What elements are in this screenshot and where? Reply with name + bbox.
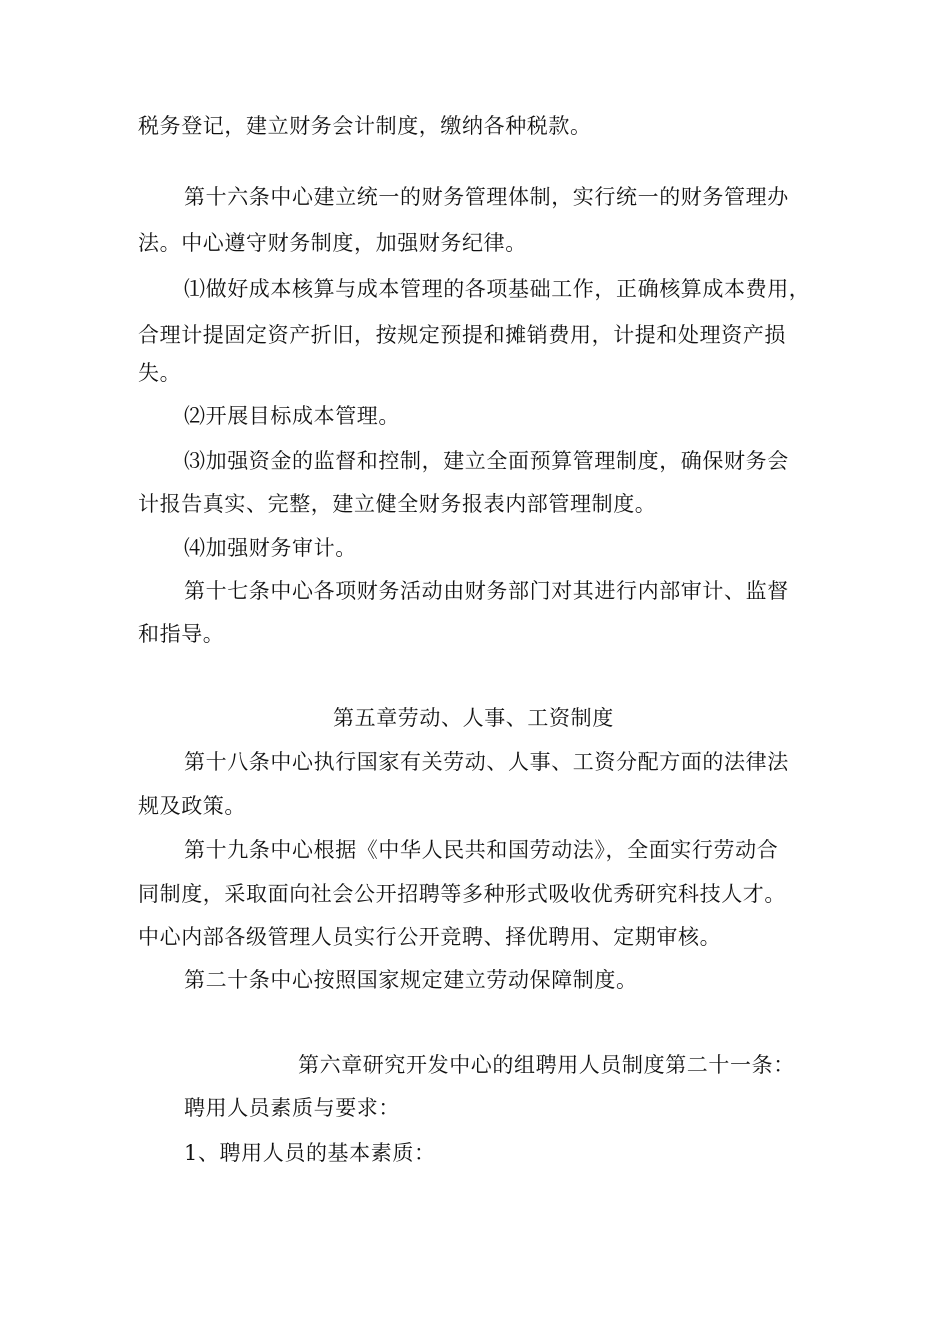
text-line: 中心内部各级管理人员实行公开竞聘、择优聘用、定期审核。 [138, 925, 722, 949]
text-line: 法。中心遵守财务制度，加强财务纪律。 [138, 231, 527, 255]
article-17-line: 第十七条中心各项财务活动由财务部门对其进行内部审计、监督 [184, 579, 789, 603]
text-line: 同制度，采取面向社会公开招聘等多种形式吸收优秀研究科技人才。 [138, 882, 786, 906]
text-line: 计报告真实、完整，建立健全财务报表内部管理制度。 [138, 492, 657, 516]
article-20-line: 第二十条中心按照国家规定建立劳动保障制度。 [184, 968, 638, 992]
text-line: 聘用人员素质与要求： [184, 1096, 400, 1120]
chapter-6-heading: 第六章研究开发中心的组聘用人员制度第二十一条： [298, 1053, 795, 1077]
list-item-4: ⑷加强财务审计。 [184, 536, 357, 560]
list-item-1: ⑴做好成本核算与成本管理的各项基础工作，正确核算成本费用， [184, 277, 811, 301]
chapter-5-heading: 第五章劳动、人事、工资制度 [333, 706, 614, 730]
text-line: 失。 [138, 361, 182, 385]
text-line: 1、聘用人员的基本素质： [184, 1141, 436, 1165]
text-line: 合理计提固定资产折旧，按规定预提和摊销费用，计提和处理资产损 [138, 323, 786, 347]
article-19-line: 第十九条中心根据《中华人民共和国劳动法》，全面实行劳动合 [184, 838, 779, 862]
article-16-line: 第十六条中心建立统一的财务管理体制，实行统一的财务管理办 [184, 185, 789, 209]
list-item-2: ⑵开展目标成本管理。 [184, 404, 400, 428]
text-line: 规及政策。 [138, 794, 246, 818]
list-item-3: ⑶加强资金的监督和控制，建立全面预算管理制度，确保财务会 [184, 449, 789, 473]
article-18-line: 第十八条中心执行国家有关劳动、人事、工资分配方面的法律法 [184, 750, 789, 774]
text-line: 和指导。 [138, 622, 225, 646]
text-line: 税务登记，建立财务会计制度，缴纳各种税款。 [138, 114, 592, 138]
